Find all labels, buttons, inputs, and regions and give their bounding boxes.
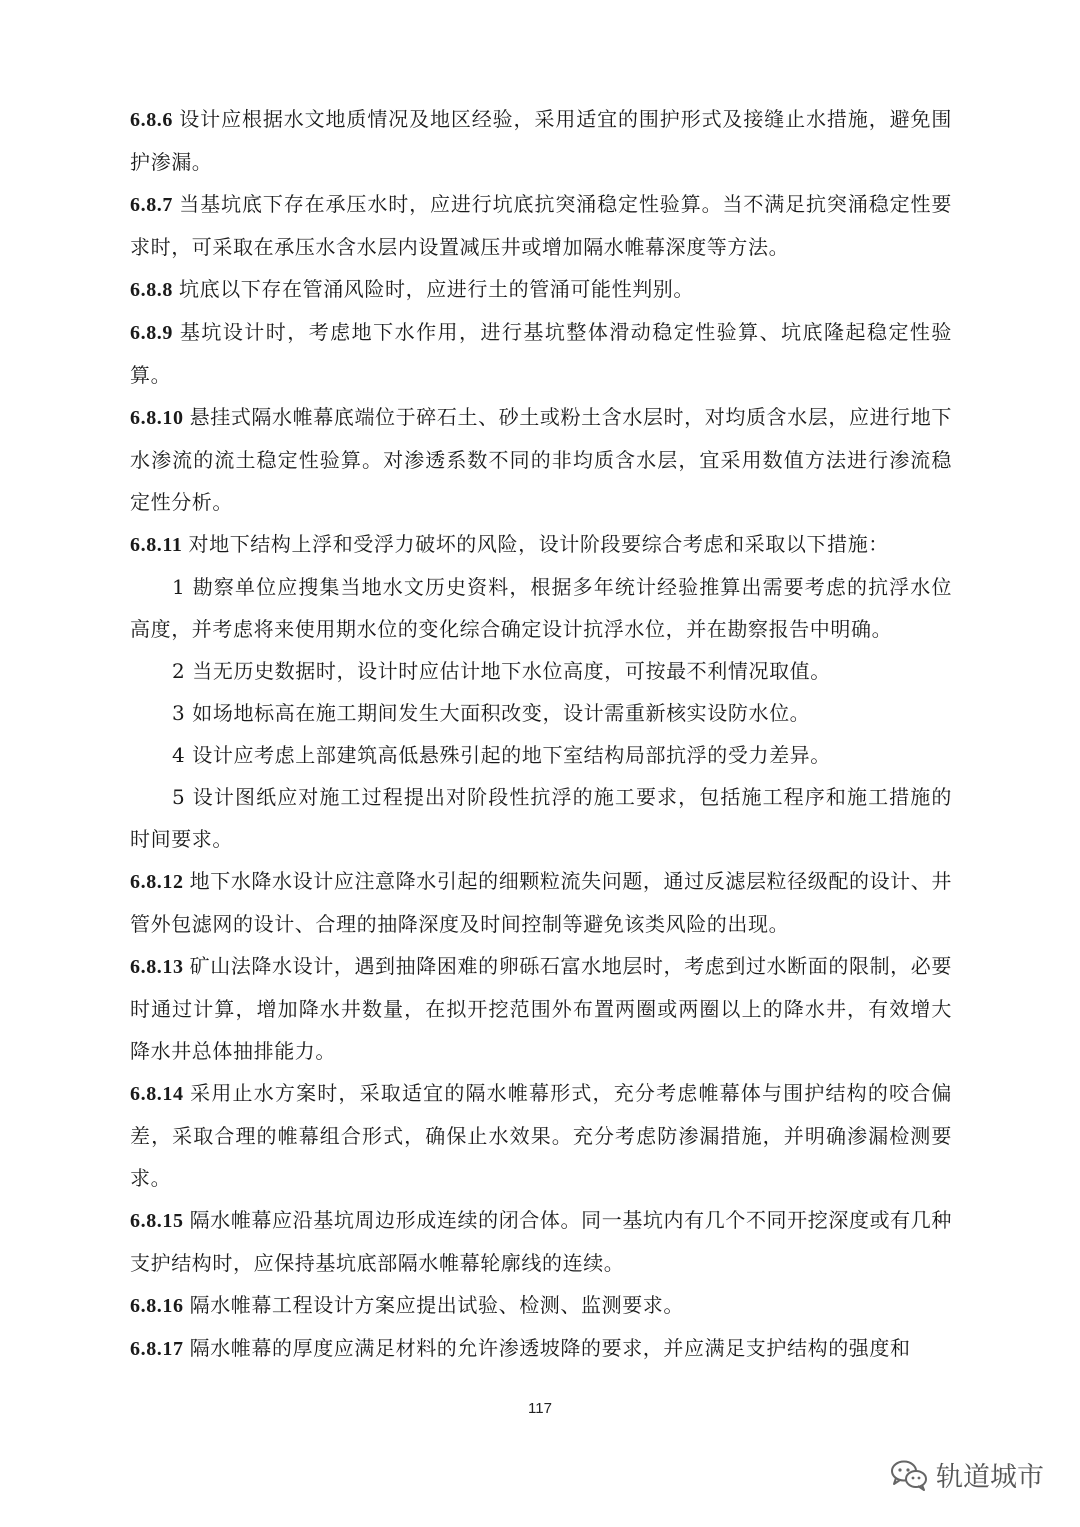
- clause-number: 6.8.12: [130, 871, 184, 893]
- list-item: 2 当无历史数据时，设计时应估计地下水位高度，可按最不利情况取值。: [172, 659, 831, 683]
- clause-6-8-6: [130, 98, 952, 183]
- clause-number: 6.8.14: [130, 1083, 184, 1105]
- page-number: 117: [528, 1400, 552, 1417]
- clause-6-8-7: [130, 183, 952, 268]
- list-item: 1 勘察单位应搜集当地水文历史资料，根据多年统计经验推算出需要考虑的抗浮水位高度，并考虑将来使用期水位的变化综合确定设计抗浮水位，并在勘察报告中明确。: [130, 575, 952, 641]
- clause-number: 6.8.9: [130, 322, 173, 344]
- clause-text: 对地下结构上浮和受浮力破坏的风险，设计阶段要综合考虑和采取以下措施：: [188, 532, 889, 556]
- clause-text: 隔水帷幕工程设计方案应提出试验、检测、监测要求。: [189, 1293, 685, 1317]
- watermark: [890, 1455, 1044, 1494]
- clause-number: 6.8.6: [130, 109, 173, 131]
- clause-text: 采用止水方案时，采取适宜的隔水帷幕形式，充分考虑帷幕体与围护结构的咬合偏差，采取合理的帷幕组合形式，确保止水效果。充分考虑防渗漏措施，并明确渗漏检测要求。: [130, 1081, 952, 1190]
- clause-text: 设计应根据水文地质情况及地区经验，采用适宜的围护形式及接缝止水措施，避免围护渗漏。: [130, 107, 952, 174]
- clause-number: 6.8.10: [130, 407, 184, 429]
- clause-6-8-11: [130, 523, 952, 566]
- clause-6-8-12: [130, 860, 952, 945]
- clause-number: 6.8.17: [130, 1338, 184, 1360]
- clause-number: 6.8.11: [130, 534, 183, 556]
- clause-6-8-15: [130, 1199, 952, 1284]
- clause-6-8-9: [130, 311, 952, 396]
- clause-text: 地下水降水设计应注意降水引起的细颗粒流失问题，通过反滤层粒径级配的设计、井管外包滤网的设计、合理的抽降深度及时间控制等避免该类风险的出现。: [130, 869, 952, 936]
- clause-text: 坑底以下存在管涌风险时，应进行土的管涌可能性判别。: [179, 277, 694, 301]
- clause-text: 悬挂式隔水帷幕底端位于碎石土、砂土或粉土含水层时，对均质含水层，应进行地下水渗流的流土稳定性验算。对渗透系数不同的非均质含水层，宜采用数值方法进行渗流稳定性分析。: [130, 405, 952, 514]
- clause-number: 6.8.16: [130, 1295, 184, 1317]
- clause-6-8-16: [130, 1284, 952, 1327]
- list-item: 3 如场地标高在施工期间发生大面积改变，设计需重新核实设防水位。: [172, 701, 811, 725]
- clause-6-8-13: [130, 945, 952, 1072]
- wechat-icon: [890, 1459, 928, 1491]
- clause-text: 基坑设计时，考虑地下水作用，进行基坑整体滑动稳定性验算、坑底隆起稳定性验算。: [130, 320, 952, 387]
- clause-text: 当基坑底下存在承压水时，应进行坑底抗突涌稳定性验算。当不满足抗突涌稳定性要求时，可采取在承压水含水层内设置减压井或增加隔水帷幕深度等方法。: [130, 192, 952, 259]
- clause-6-8-14: [130, 1072, 952, 1199]
- clause-number: 6.8.7: [130, 194, 173, 216]
- clause-number: 6.8.8: [130, 279, 173, 301]
- clause-number: 6.8.13: [130, 956, 184, 978]
- clause-text: 隔水帷幕的厚度应满足材料的允许渗透坡降的要求，并应满足支护结构的强度和: [189, 1336, 911, 1360]
- clause-6-8-10: [130, 396, 952, 523]
- clause-text: 隔水帷幕应沿基坑周边形成连续的闭合体。同一基坑内有几个不同开挖深度或有几种支护结构时，应保持基坑底部隔水帷幕轮廓线的连续。: [130, 1208, 952, 1275]
- clause-number: 6.8.15: [130, 1210, 184, 1232]
- list-item: 5 设计图纸应对施工过程提出对阶段性抗浮的施工要求，包括施工程序和施工措施的时间要求。: [130, 785, 952, 851]
- clause-text: 矿山法降水设计，遇到抽降困难的卵砾石富水地层时，考虑到过水断面的限制，必要时通过计算，增加降水井数量，在拟开挖范围外布置两圈或两圈以上的降水井，有效增大降水井总体抽排能力。: [130, 954, 952, 1063]
- list-item: 4 设计应考虑上部建筑高低悬殊引起的地下室结构局部抗浮的受力差异。: [172, 743, 831, 767]
- clause-6-8-8: [130, 268, 952, 311]
- document-page: [130, 98, 952, 1370]
- watermark-text: 轨道城市: [936, 1462, 1044, 1493]
- clause-6-8-17: [130, 1327, 952, 1370]
